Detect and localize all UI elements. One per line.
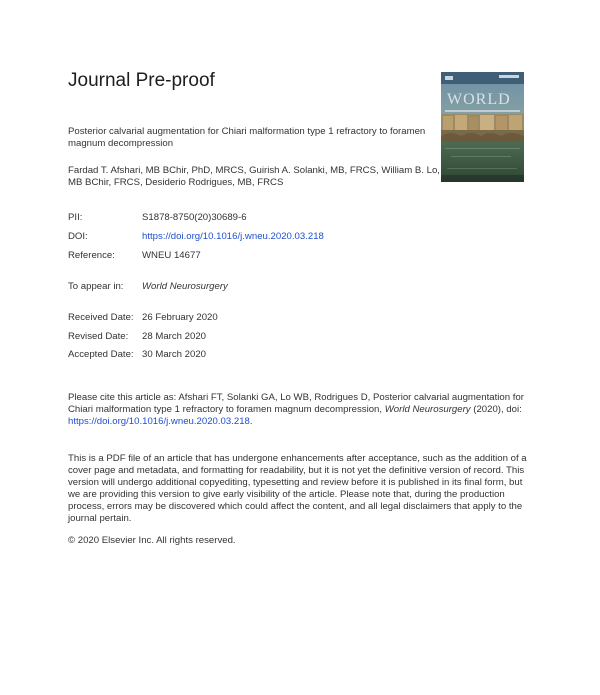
citation-middle: (2020), doi: xyxy=(470,404,522,415)
doi-link[interactable]: https://doi.org/10.1016/j.wneu.2020.03.218 xyxy=(142,231,324,242)
received-label: Received Date: xyxy=(68,312,134,323)
pii-label: PII: xyxy=(68,212,83,223)
reference-label: Reference: xyxy=(68,250,115,261)
revised-value: 28 March 2020 xyxy=(142,331,206,342)
received-value: 26 February 2020 xyxy=(142,312,218,323)
svg-text:WORLD: WORLD xyxy=(447,91,511,108)
journal-cover-image xyxy=(441,72,524,182)
disclaimer-text: This is a PDF file of an article that has undergone enhancements after acceptance, such as the addition of a cover page and metadata, and formatting for readability, but it is not yet the definitive version of record. This version will undergo additional copyediting, typesetting and review before it is published in its final form, but we are providing this version to give early visibility of the article. Please note that, during the production process, errors may be discovered which could affect the content, and all legal disclaimers that apply to the journal pertain. xyxy=(68,453,527,524)
revised-label: Revised Date: xyxy=(68,331,129,342)
appear-label: To appear in: xyxy=(68,281,124,292)
copyright-notice: © 2020 Elsevier Inc. All rights reserved. xyxy=(68,535,236,546)
citation-text xyxy=(68,392,534,428)
accepted-label: Accepted Date: xyxy=(68,349,134,360)
citation-doi-link[interactable]: https://doi.org/10.1016/j.wneu.2020.03.218 xyxy=(68,416,250,427)
article-authors: Fardad T. Afshari, MB BChir, PhD, MRCS, Guirish A. Solanki, MB, FRCS, William B. Lo, MB BChir, FRCS, Desiderio Rodrigues, MB, FRCS xyxy=(68,165,440,188)
page-heading: Journal Pre-proof xyxy=(68,70,215,91)
accepted-value: 30 March 2020 xyxy=(142,349,206,360)
article-title: Posterior calvarial augmentation for Chiari malformation type 1 refractory to foramen magnum decompression xyxy=(68,126,426,149)
journal-name: World Neurosurgery xyxy=(142,281,228,292)
reference-value: WNEU 14677 xyxy=(142,250,201,261)
pii-value: S1878-8750(20)30689-6 xyxy=(142,212,247,223)
citation-suffix: . xyxy=(249,416,253,427)
citation-prefix: Please cite this article as: Afshari FT, Solanki GA, Lo WB, Rodrigues D, Posterior calvarial augmentation for Chiari malformation type 1 refractory to foramen magnum decompression, xyxy=(68,392,524,415)
citation-journal: World Neurosurgery xyxy=(384,404,471,415)
journal-cover-graphic xyxy=(441,72,524,182)
doi-label: DOI: xyxy=(68,231,88,242)
